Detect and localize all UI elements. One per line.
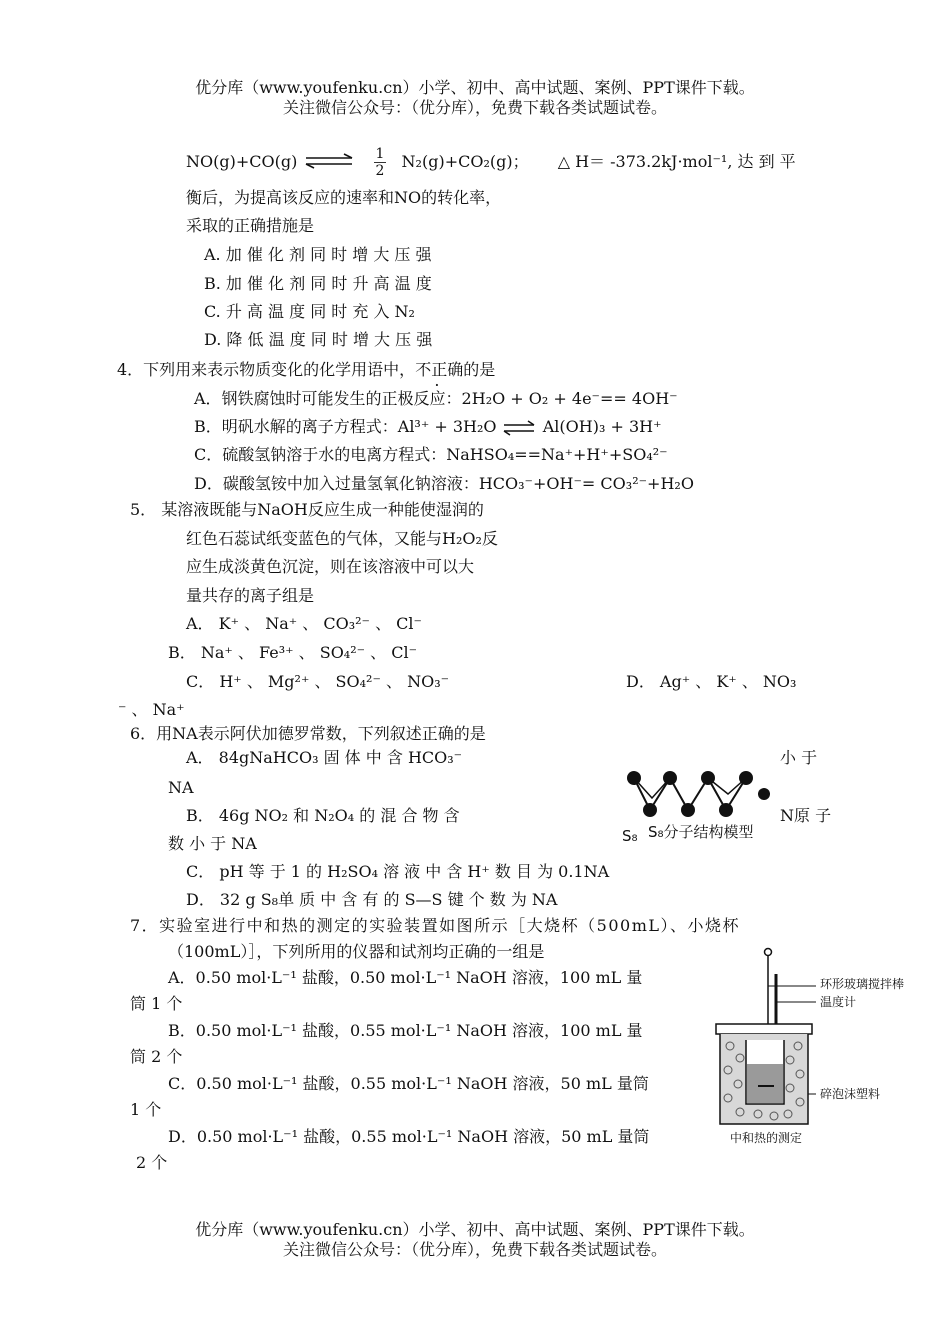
q6-option-d: D． 32 g S₈单 质 中 含 有 的 S—S 键 个 数 为 NA [186, 890, 558, 909]
q3-line-2: 衡后，为提高该反应的速率和NO的转化率， [186, 188, 502, 207]
footer-line-1: 优分库（www.youfenku.cn）小学、初中、高中试题、案例、PPT课件下载。 [195, 1220, 755, 1239]
q4-stem: 4．下列用来表示物质变化的化学用语中，不正确的是 [117, 360, 496, 379]
q7-option-c-2: 1 个 [130, 1100, 162, 1119]
q5-option-c: C． H⁺ 、 Mg²⁺ 、 SO₄²⁻ 、 NO₃⁻ [186, 672, 450, 691]
q5-line-1: 5． 某溶液既能与NaOH反应生成一种能使湿润的 [130, 500, 484, 519]
q3-option-c: C. 升 高 温 度 同 时 充 入 N₂ [204, 302, 415, 321]
q6-option-a-tail: 小 于 [780, 748, 818, 767]
q6-stem: 6．用NA表示阿伏加德罗常数，下列叙述正确的是 [130, 724, 486, 743]
label-foam: 碎泡沫塑料 [820, 1087, 881, 1101]
q3-option-d: D. 降 低 温 度 同 时 增 大 压 强 [204, 330, 433, 349]
q4-option-c: C．硫酸氢钠溶于水的电离方程式：NaHSO₄==Na⁺+H⁺+SO₄²⁻ [194, 445, 668, 464]
q7-option-d-1: D．0.50 mol·L⁻¹ 盐酸，0.55 mol·L⁻¹ NaOH 溶液，50 mL 量筒 [168, 1127, 650, 1146]
footer-line-2: 关注微信公众号：（优分库），免费下载各类试题试卷。 [282, 1240, 667, 1259]
q7-line-1: 7．实验室进行中和热的测定的实验装置如图所示［大烧杯（500mL）、小烧杯 [130, 916, 741, 935]
q5-line-2: 红色石蕊试纸变蓝色的气体，又能与H₂O₂反 [186, 529, 498, 548]
q5-line-3: 应生成淡黄色沉淀，则在该溶液中可以大 [186, 557, 475, 576]
label-thermometer: 温度计 [820, 995, 857, 1009]
s8-atom [758, 788, 770, 800]
q3-enthalpy: △ H＝ -373.2kJ·mol⁻¹, 达 到 平 [557, 152, 796, 171]
s8-caption: S₈分子结构模型 [648, 823, 754, 841]
q5-option-d-cont: ⁻ 、 Na⁺ [118, 700, 185, 719]
q7-option-d-2: 2 个 [136, 1153, 168, 1172]
q7-option-b-2: 筒 2 个 [130, 1047, 183, 1066]
equilibrium-arrow-icon [302, 151, 358, 171]
q7-line-2: （100mL）］，下列所用的仪器和试剂均正确的一组是 [168, 942, 545, 961]
q6-option-a: A． 84gNaHCO₃ 固 体 中 含 HCO₃⁻ [186, 748, 463, 767]
q3-fraction: $\frac{1}{2}$ [375, 146, 385, 179]
s8-atom [701, 771, 715, 785]
q5-option-d: D． Ag⁺ 、 K⁺ 、 NO₃ [626, 672, 797, 691]
q4-emphasis: 不正确 [415, 360, 464, 379]
q6-option-c: C． pH 等 于 1 的 H₂SO₄ 溶 液 中 含 H⁺ 数 目 为 0.1NA [186, 862, 610, 881]
q3-equation [186, 140, 866, 184]
q5-line-4: 量共存的离子组是 [186, 586, 315, 605]
s8-atom [719, 803, 733, 817]
q5-option-b: B． Na⁺ 、 Fe³⁺ 、 SO₄²⁻ 、 Cl⁻ [168, 643, 418, 662]
q7-option-a-2: 筒 1 个 [130, 994, 183, 1013]
q3-rhs: N₂(g)+CO₂(g)； [401, 152, 529, 171]
calorimeter-caption: 中和热的测定 [730, 1131, 803, 1145]
s8-atom [739, 771, 753, 785]
q7-option-c-1: C．0.50 mol·L⁻¹ 盐酸，0.55 mol·L⁻¹ NaOH 溶液，50 mL 量筒 [168, 1074, 649, 1093]
q6-option-b: B． 46g NO₂ 和 N₂O₄ 的 混 合 物 含 [186, 806, 460, 825]
s8-label: S₈ [622, 827, 638, 845]
s8-atom [663, 771, 677, 785]
header-line-1: 优分库（www.youfenku.cn）小学、初中、高中试题、案例、PPT课件下载。 [195, 78, 755, 97]
s8-atom [643, 803, 657, 817]
q4-option-a: A．钢铁腐蚀时可能发生的正极反应：2H₂O + O₂ + 4e⁻== 4OH⁻ [194, 389, 678, 408]
s8-atom [681, 803, 695, 817]
q7-option-a-1: A．0.50 mol·L⁻¹ 盐酸，0.50 mol·L⁻¹ NaOH 溶液，100 mL 量 [168, 968, 643, 987]
q6-option-b-tail: N原 子 [780, 806, 832, 825]
q3-option-b: B. 加 催 化 剂 同 时 升 高 温 度 [204, 274, 432, 293]
q3-lhs: NO(g)+CO(g) [186, 152, 298, 171]
q5-option-a: A． K⁺ 、 Na⁺ 、 CO₃²⁻ 、 Cl⁻ [186, 614, 422, 633]
q4-option-d: D．碳酸氢铵中加入过量氢氧化钠溶液：HCO₃⁻+OH⁻= CO₃²⁻+H₂O [194, 474, 694, 493]
q6-option-b-cont: 数 小 于 NA [168, 834, 257, 853]
label-stirrer: 环形玻璃搅拌棒 [820, 977, 905, 991]
q3-line-3: 采取的正确措施是 [186, 216, 315, 235]
q6-option-a-cont: NA [168, 778, 194, 797]
s8-atom [627, 771, 641, 785]
reversible-arrow-icon [502, 421, 538, 435]
header-line-2: 关注微信公众号：（优分库），免费下载各类试题试卷。 [282, 98, 667, 117]
q7-option-b-1: B．0.50 mol·L⁻¹ 盐酸，0.55 mol·L⁻¹ NaOH 溶液，100 mL 量 [168, 1021, 643, 1040]
q4-option-b: B．明矾水解的离子方程式：Al³⁺ + 3H₂O Al(OH)₃ + 3H⁺ [194, 417, 662, 436]
q3-option-a: A. 加 催 化 剂 同 时 增 大 压 强 [204, 245, 432, 264]
